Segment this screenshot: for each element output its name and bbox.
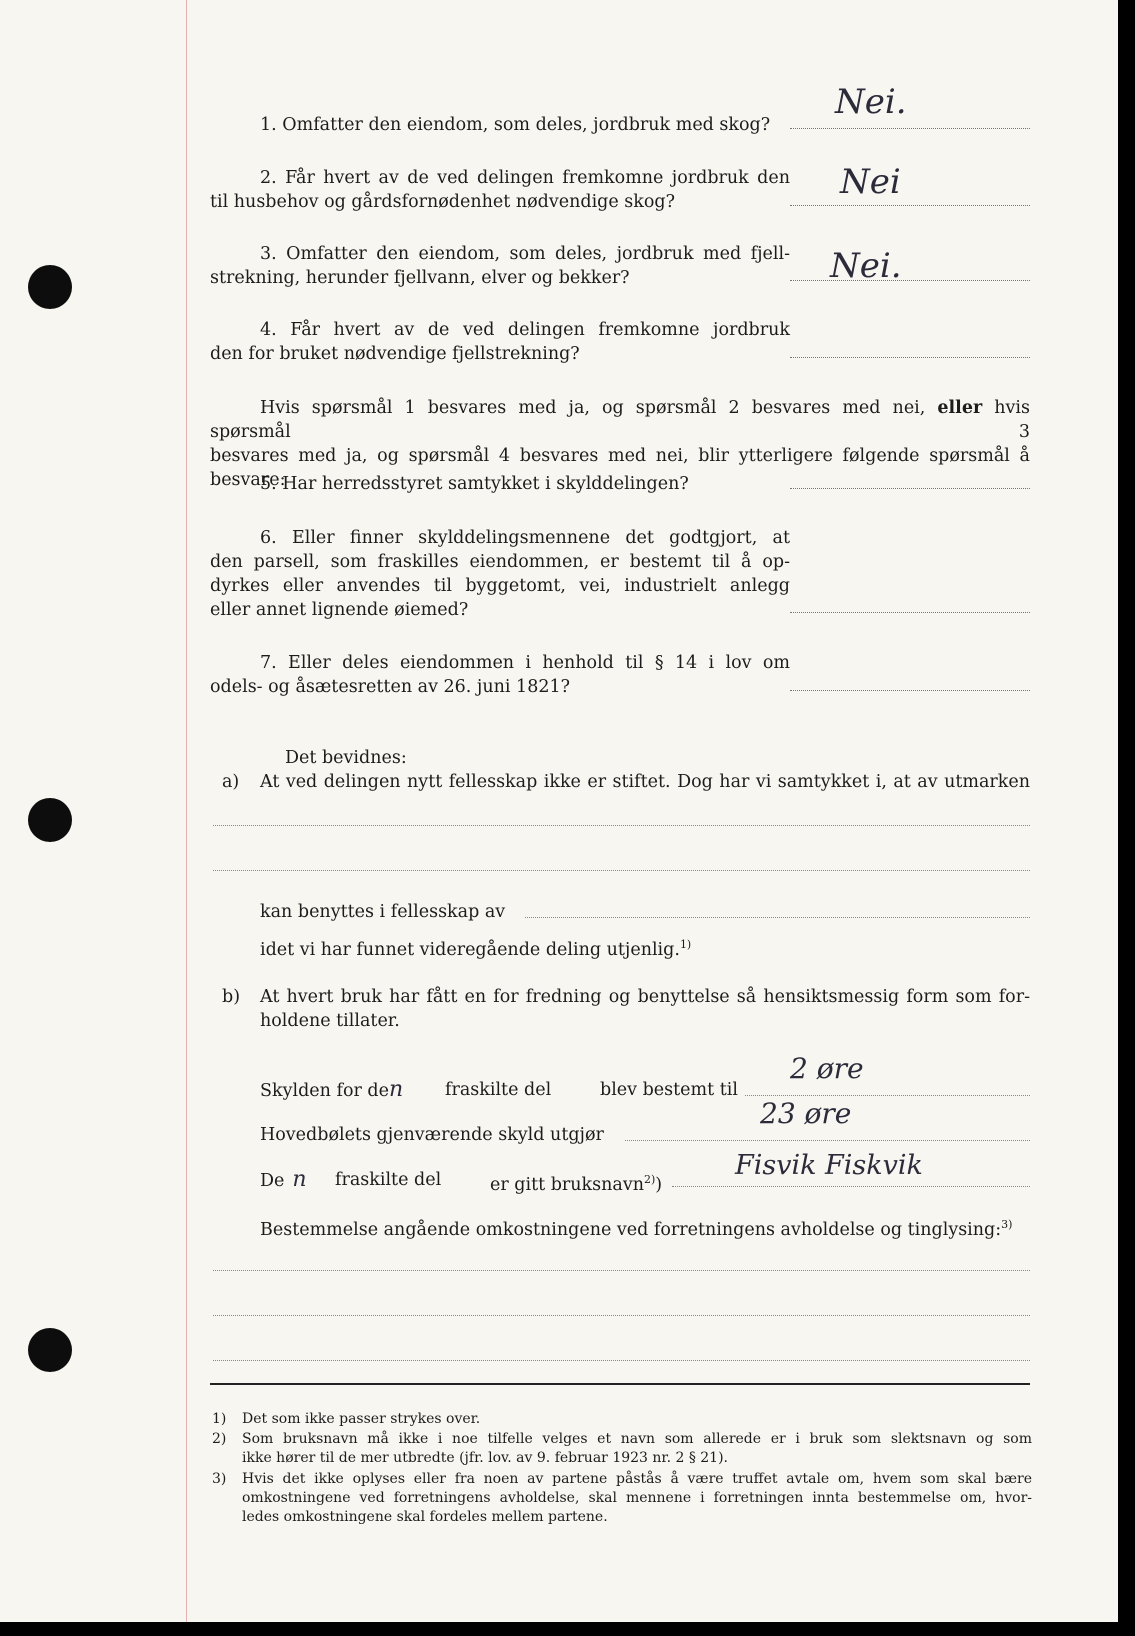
certify-heading: Det bevidnes:: [285, 748, 407, 768]
footnote-1: 1) Det som ikke passer strykes over.: [212, 1411, 481, 1427]
margin-line: [186, 0, 187, 1622]
question-6: 6. Eller finner skylddelingsmennene det godtgjort, at den parsell, som fraskilles eiendommen, er bestemt til å op- dyrkes eller anvendes til byggetomt, vei, industrielt anlegg eller annet lignende øiemed?: [210, 528, 790, 620]
hoved-value: 23 øre: [760, 1097, 852, 1130]
question-7: 7. Eller deles eiendommen i henhold til § 14 i lov om odels- og åsætesretten av 26. juni 1821?: [210, 653, 790, 697]
navn-value: Fisvik Fiskvik: [735, 1150, 923, 1181]
skyld-value-line: [745, 1095, 1030, 1096]
item-b-line-1: At hvert bruk har fått en for fredning og benyttelse så hensiktsmessig form som for-: [260, 987, 1030, 1007]
navn-label-c: er gitt bruksnavn$^{2)}$): [490, 1173, 663, 1195]
answer-line-3: [790, 280, 1030, 281]
omkost-line-3: [213, 1360, 1030, 1361]
answer-2: Nei: [840, 162, 901, 202]
answer-line-5: [790, 488, 1030, 489]
footnote-3: 3) Hvis det ikke oplyses eller fra noen av partene påstås å være truffet avtale om, hvem som skal bære omkostningene ved forretningens avholdelse, skal mennene i forretningen innta bestemmelse om, hvor- ledes omkostningene skal fordeles mellem partene.: [212, 1471, 1032, 1525]
shared-use-line: [525, 917, 1030, 918]
question-5: 5. Har herredsstyret samtykket i skylddelingen?: [260, 474, 689, 494]
hoved-label: Hovedbølets gjenværende skyld utgjør: [260, 1125, 604, 1145]
item-a-text: At ved delingen nytt fellesskap ikke er stiftet. Dog har vi samtykket i, at av utmarken: [260, 772, 1030, 792]
answer-line-4: [790, 357, 1030, 358]
answer-1: Nei.: [835, 82, 907, 122]
navn-label: De n: [260, 1167, 307, 1192]
punch-hole-bottom: [28, 1328, 72, 1372]
answer-line-1: [790, 128, 1030, 129]
question-2: 2. Får hvert av de ved delingen fremkomne jordbruk den til husbehov og gårdsfornødenhet nødvendige skog?: [210, 168, 790, 212]
question-1: 1. Omfatter den eiendom, som deles, jordbruk med skog?: [260, 115, 771, 135]
item-b-marker: b): [222, 987, 241, 1007]
answer-line-2: [790, 205, 1030, 206]
skyld-label-c: blev bestemt til: [600, 1080, 738, 1100]
reason-text: idet vi har funnet videregående deling utjenlig.$^{1)}$: [260, 938, 692, 960]
skyld-value: 2 øre: [790, 1052, 864, 1085]
omkost-line-1: [213, 1270, 1030, 1271]
utmark-line-2: [213, 870, 1030, 871]
shared-use-label: kan benyttes i fellesskap av: [260, 902, 506, 922]
skyld-label-b: fraskilte del: [445, 1080, 552, 1100]
question-3: 3. Omfatter den eiendom, som deles, jordbruk med fjell- strekning, herunder fjellvann, elver og bekker?: [210, 244, 790, 288]
answer-line-7: [790, 690, 1030, 691]
answer-line-6: [790, 612, 1030, 613]
answer-3: Nei.: [830, 246, 902, 286]
utmark-line-1: [213, 825, 1030, 826]
skyld-label: Skylden for den: [260, 1077, 404, 1102]
navn-value-line: [672, 1186, 1030, 1187]
navn-label-b: fraskilte del: [335, 1170, 442, 1190]
omkost-line-2: [213, 1315, 1030, 1316]
omkost-label: Bestemmelse angående omkostningene ved forretningens avholdelse og tinglysing:$^{3)}$: [260, 1218, 1013, 1240]
question-4: 4. Får hvert av de ved delingen fremkomne jordbruk den for bruket nødvendige fjellstrekning?: [210, 320, 790, 364]
footnote-rule: [210, 1383, 1030, 1385]
hoved-value-line: [625, 1140, 1030, 1141]
footnote-2: 2) Som bruksnavn må ikke i noe tilfelle velges et navn som allerede er i bruk som slektsnavn og som ikke hører til de mer utbredte (jfr. lov. av 9. februar 1923 nr. 2 § 21).: [212, 1431, 1032, 1466]
item-a-marker: a): [222, 772, 240, 792]
punch-hole-middle: [28, 798, 72, 842]
punch-hole-top: [28, 265, 72, 309]
item-b-line-2: holdene tillater.: [260, 1011, 400, 1031]
condition-paragraph: Hvis spørsmål 1 besvares med ja, og spørsmål 2 besvares med nei, eller hvis spørsmål 3 besvares med ja, og spørsmål 4 besvares med nei, blir ytterligere følgende spørsmål å besvare:: [210, 398, 1030, 490]
